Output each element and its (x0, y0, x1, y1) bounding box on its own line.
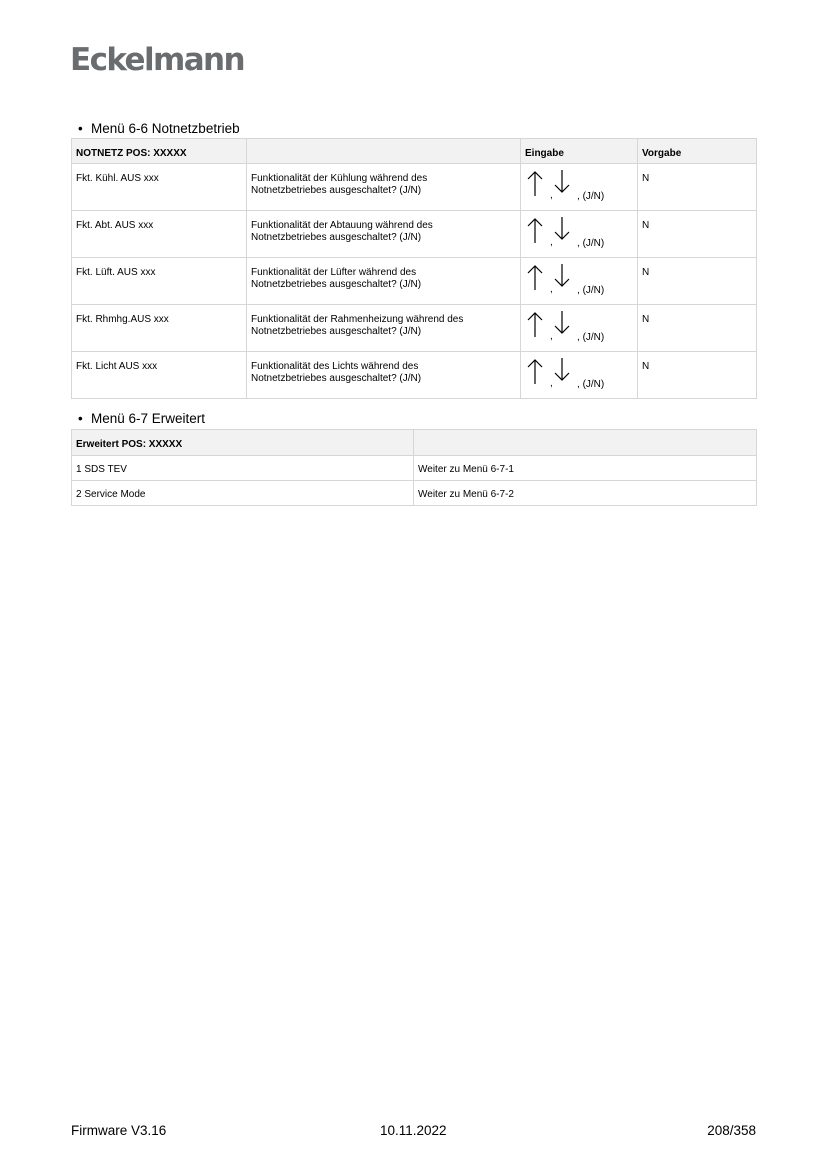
section-heading-erweitert (78, 410, 205, 428)
section-title: Menü 6-6 Notnetzbetrieb (91, 121, 240, 136)
arrow-up-icon (528, 172, 542, 196)
menu-item: 1 SDS TEV (72, 456, 414, 481)
default-value: N (638, 211, 757, 258)
param-name: Fkt. Lüft. AUS xxx (72, 258, 247, 305)
input-option-jn (577, 239, 604, 249)
footer-date: 10.11.2022 (380, 1123, 447, 1138)
jn-label: (J/N) (582, 191, 605, 202)
description-line: Notnetzbetriebes ausgeschaltet? (J/N) (251, 373, 422, 384)
default-value: N (638, 352, 757, 399)
input-keys (521, 352, 638, 399)
arrow-down-icon (555, 358, 569, 380)
input-option-jn (577, 286, 604, 296)
menu-target: Weiter zu Menü 6-7-2 (414, 481, 757, 506)
separator-comma: , (550, 237, 553, 248)
column-header-vorgabe: Vorgabe (638, 139, 757, 164)
table-row (72, 211, 757, 258)
separator-comma: , (577, 191, 580, 202)
table-row (72, 352, 757, 399)
notnetz-table (71, 138, 757, 399)
jn-label: (J/N) (582, 238, 605, 249)
input-keys (521, 164, 638, 211)
column-header-eingabe: Eingabe (521, 139, 638, 164)
description-line: Funktionalität der Lüfter während des (251, 267, 417, 278)
param-description (247, 352, 521, 399)
column-header-description (247, 139, 521, 164)
input-keys (521, 305, 638, 352)
jn-label: (J/N) (582, 285, 605, 296)
input-option-jn (577, 380, 604, 390)
erweitert-table (71, 429, 757, 506)
footer-page-number: 208/358 (707, 1123, 756, 1138)
param-description (247, 211, 521, 258)
arrow-up-icon (528, 313, 542, 337)
param-description (247, 164, 521, 211)
arrow-down-icon (555, 217, 569, 239)
input-option-jn (577, 192, 604, 202)
description-line: Funktionalität des Lichts während des (251, 361, 419, 372)
eckelmann-logo: Eckelmann (70, 42, 244, 78)
param-description (247, 305, 521, 352)
arrow-down-icon (555, 170, 569, 192)
description-line: Notnetzbetriebes ausgeschaltet? (J/N) (251, 232, 422, 243)
separator-comma: , (550, 331, 553, 342)
footer-firmware: Firmware V3.16 (71, 1123, 167, 1138)
separator-comma: , (577, 285, 580, 296)
table-row (72, 456, 757, 481)
param-name: Fkt. Abt. AUS xxx (72, 211, 247, 258)
separator-comma: , (577, 379, 580, 390)
separator-comma: , (550, 378, 553, 389)
default-value: N (638, 164, 757, 211)
menu-target: Weiter zu Menü 6-7-1 (414, 456, 757, 481)
table-row (72, 258, 757, 305)
table-row (72, 481, 757, 506)
param-description (247, 258, 521, 305)
param-name: Fkt. Rhmhg.AUS xxx (72, 305, 247, 352)
default-value: N (638, 258, 757, 305)
table-header-row (72, 139, 757, 164)
separator-comma: , (550, 284, 553, 295)
separator-comma: , (577, 238, 580, 249)
separator-comma: , (577, 332, 580, 343)
separator-comma: , (550, 190, 553, 201)
arrow-up-icon (528, 360, 542, 384)
table-row (72, 305, 757, 352)
description-line: Funktionalität der Kühlung während des (251, 173, 428, 184)
description-line: Funktionalität der Abtauung während des (251, 220, 433, 231)
input-option-jn (577, 333, 604, 343)
section-heading-notnetzbetrieb (78, 120, 240, 138)
param-name: Fkt. Licht AUS xxx (72, 352, 247, 399)
table-row (72, 164, 757, 211)
description-line: Notnetzbetriebes ausgeschaltet? (J/N) (251, 279, 422, 290)
jn-label: (J/N) (582, 379, 605, 390)
default-value: N (638, 305, 757, 352)
column-header-target (414, 430, 757, 456)
table-header-row (72, 430, 757, 456)
description-line: Notnetzbetriebes ausgeschaltet? (J/N) (251, 185, 422, 196)
arrow-up-icon (528, 266, 542, 290)
jn-label: (J/N) (582, 332, 605, 343)
section-title: Menü 6-7 Erweitert (91, 411, 206, 426)
bullet: • (78, 121, 83, 136)
arrow-up-icon (528, 219, 542, 243)
input-keys (521, 258, 638, 305)
arrow-down-icon (555, 311, 569, 333)
menu-item: 2 Service Mode (72, 481, 414, 506)
column-header-position: Erweitert POS: XXXXX (72, 430, 414, 456)
bullet: • (78, 411, 83, 426)
input-keys (521, 211, 638, 258)
arrow-down-icon (555, 264, 569, 286)
description-line: Notnetzbetriebes ausgeschaltet? (J/N) (251, 326, 422, 337)
param-name: Fkt. Kühl. AUS xxx (72, 164, 247, 211)
description-line: Funktionalität der Rahmenheizung während des (251, 314, 464, 325)
column-header-position: NOTNETZ POS: XXXXX (72, 139, 247, 164)
